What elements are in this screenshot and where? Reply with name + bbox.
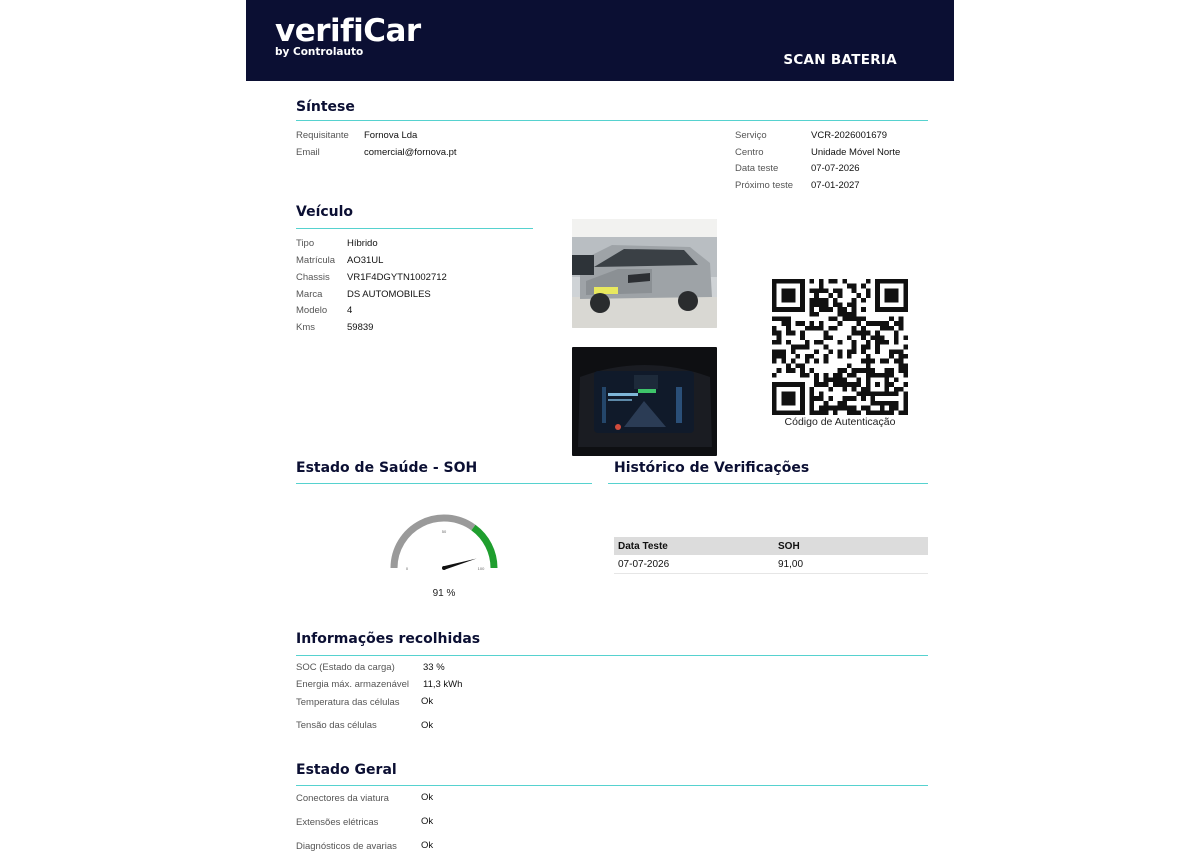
history-cell-date: 07-07-2026 (614, 555, 774, 574)
section-rule (608, 483, 928, 484)
field-label-centro: Centro (735, 147, 764, 158)
field-value-marca: DS AUTOMOBILES (347, 289, 431, 300)
field-label-email: Email (296, 147, 320, 158)
field-label-requisitante: Requisitante (296, 130, 349, 141)
field-value-soc: 33 % (423, 662, 445, 673)
section-rule (296, 228, 533, 229)
field-value-tensao: Ok (421, 720, 434, 731)
field-value-temperatura: Ok (421, 696, 434, 707)
field-label-kms: Kms (296, 322, 315, 333)
logo-byline: by Controlauto (275, 46, 364, 58)
section-title-historico: Histórico de Verificações (614, 460, 810, 476)
field-value-extensoes: Ok (421, 816, 434, 827)
table-row (614, 555, 928, 574)
section-title-sintese: Síntese (296, 99, 355, 115)
gauge-hub (442, 566, 446, 570)
field-label-energia: Energia máx. armazenável (296, 679, 409, 690)
history-header-row (614, 537, 928, 555)
section-title-veiculo: Veículo (296, 204, 354, 220)
soh-readout: 91 % (432, 588, 456, 599)
field-label-data-teste: Data teste (735, 163, 779, 174)
section-rule (296, 785, 928, 786)
history-table (614, 537, 928, 574)
gauge-track-arc (394, 518, 473, 568)
field-label-conectores: Conectores da viatura (296, 793, 389, 804)
field-value-tipo: Híbrido (347, 238, 378, 249)
history-col-soh: SOH (774, 537, 928, 555)
field-label-chassis: Chassis (296, 272, 330, 283)
field-label-temperatura: Temperatura das células (296, 697, 400, 708)
report-header (246, 0, 954, 81)
field-label-extensoes: Extensões elétricas (296, 817, 379, 828)
field-label-proximo-teste: Próximo teste (735, 180, 794, 191)
field-label-tipo: Tipo (296, 238, 315, 249)
brand-logo (275, 14, 421, 58)
gauge-needle (443, 559, 476, 570)
section-rule (296, 655, 928, 656)
field-value-diagnosticos: Ok (421, 840, 434, 851)
gauge-tick-label: 100 (477, 566, 485, 571)
field-value-chassis: VR1F4DGYTN1002712 (347, 272, 447, 283)
field-label-servico: Serviço (735, 130, 767, 141)
gauge-tick-label: 50 (441, 529, 447, 534)
section-title-soh: Estado de Saúde - SOH (296, 460, 478, 476)
gauge-tick-label: 0 (405, 566, 409, 571)
logo-wordmark: verifiCar (275, 13, 421, 49)
field-label-marca: Marca (296, 289, 323, 300)
field-value-matricula: AO31UL (347, 255, 384, 266)
dashboard-photo (572, 347, 717, 456)
field-value-centro: Unidade Móvel Norte (811, 147, 901, 158)
field-value-kms: 59839 (347, 322, 374, 333)
section-rule (296, 120, 928, 121)
report-page (246, 0, 954, 866)
field-value-email: comercial@fornova.pt (364, 147, 457, 158)
authentication-qr-code (772, 279, 908, 415)
field-value-modelo: 4 (347, 305, 353, 316)
qr-caption: Código de Autenticação (784, 416, 896, 428)
field-label-tensao: Tensão das células (296, 720, 377, 731)
history-cell-soh: 91,00 (774, 555, 928, 574)
field-label-diagnosticos: Diagnósticos de avarias (296, 841, 397, 852)
field-label-modelo: Modelo (296, 305, 328, 316)
history-col-data-teste: Data Teste (614, 537, 774, 555)
vehicle-photo (572, 219, 717, 328)
field-value-conectores: Ok (421, 792, 434, 803)
section-title-informacoes: Informações recolhidas (296, 631, 481, 647)
field-value-proximo-teste: 07-01-2027 (811, 180, 860, 191)
field-value-servico: VCR-2026001679 (811, 130, 888, 141)
field-label-soc: SOC (Estado da carga) (296, 662, 395, 673)
field-value-energia: 11,3 kWh (423, 679, 463, 690)
gauge-good-arc (473, 528, 494, 568)
field-value-requisitante: Fornova Lda (364, 130, 418, 141)
section-title-estado-geral: Estado Geral (296, 762, 397, 778)
section-rule (296, 483, 592, 484)
field-label-matricula: Matrícula (296, 255, 336, 266)
document-type: SCAN BATERIA (783, 52, 897, 68)
soh-gauge (382, 508, 506, 580)
field-value-data-teste: 07-07-2026 (811, 163, 860, 174)
